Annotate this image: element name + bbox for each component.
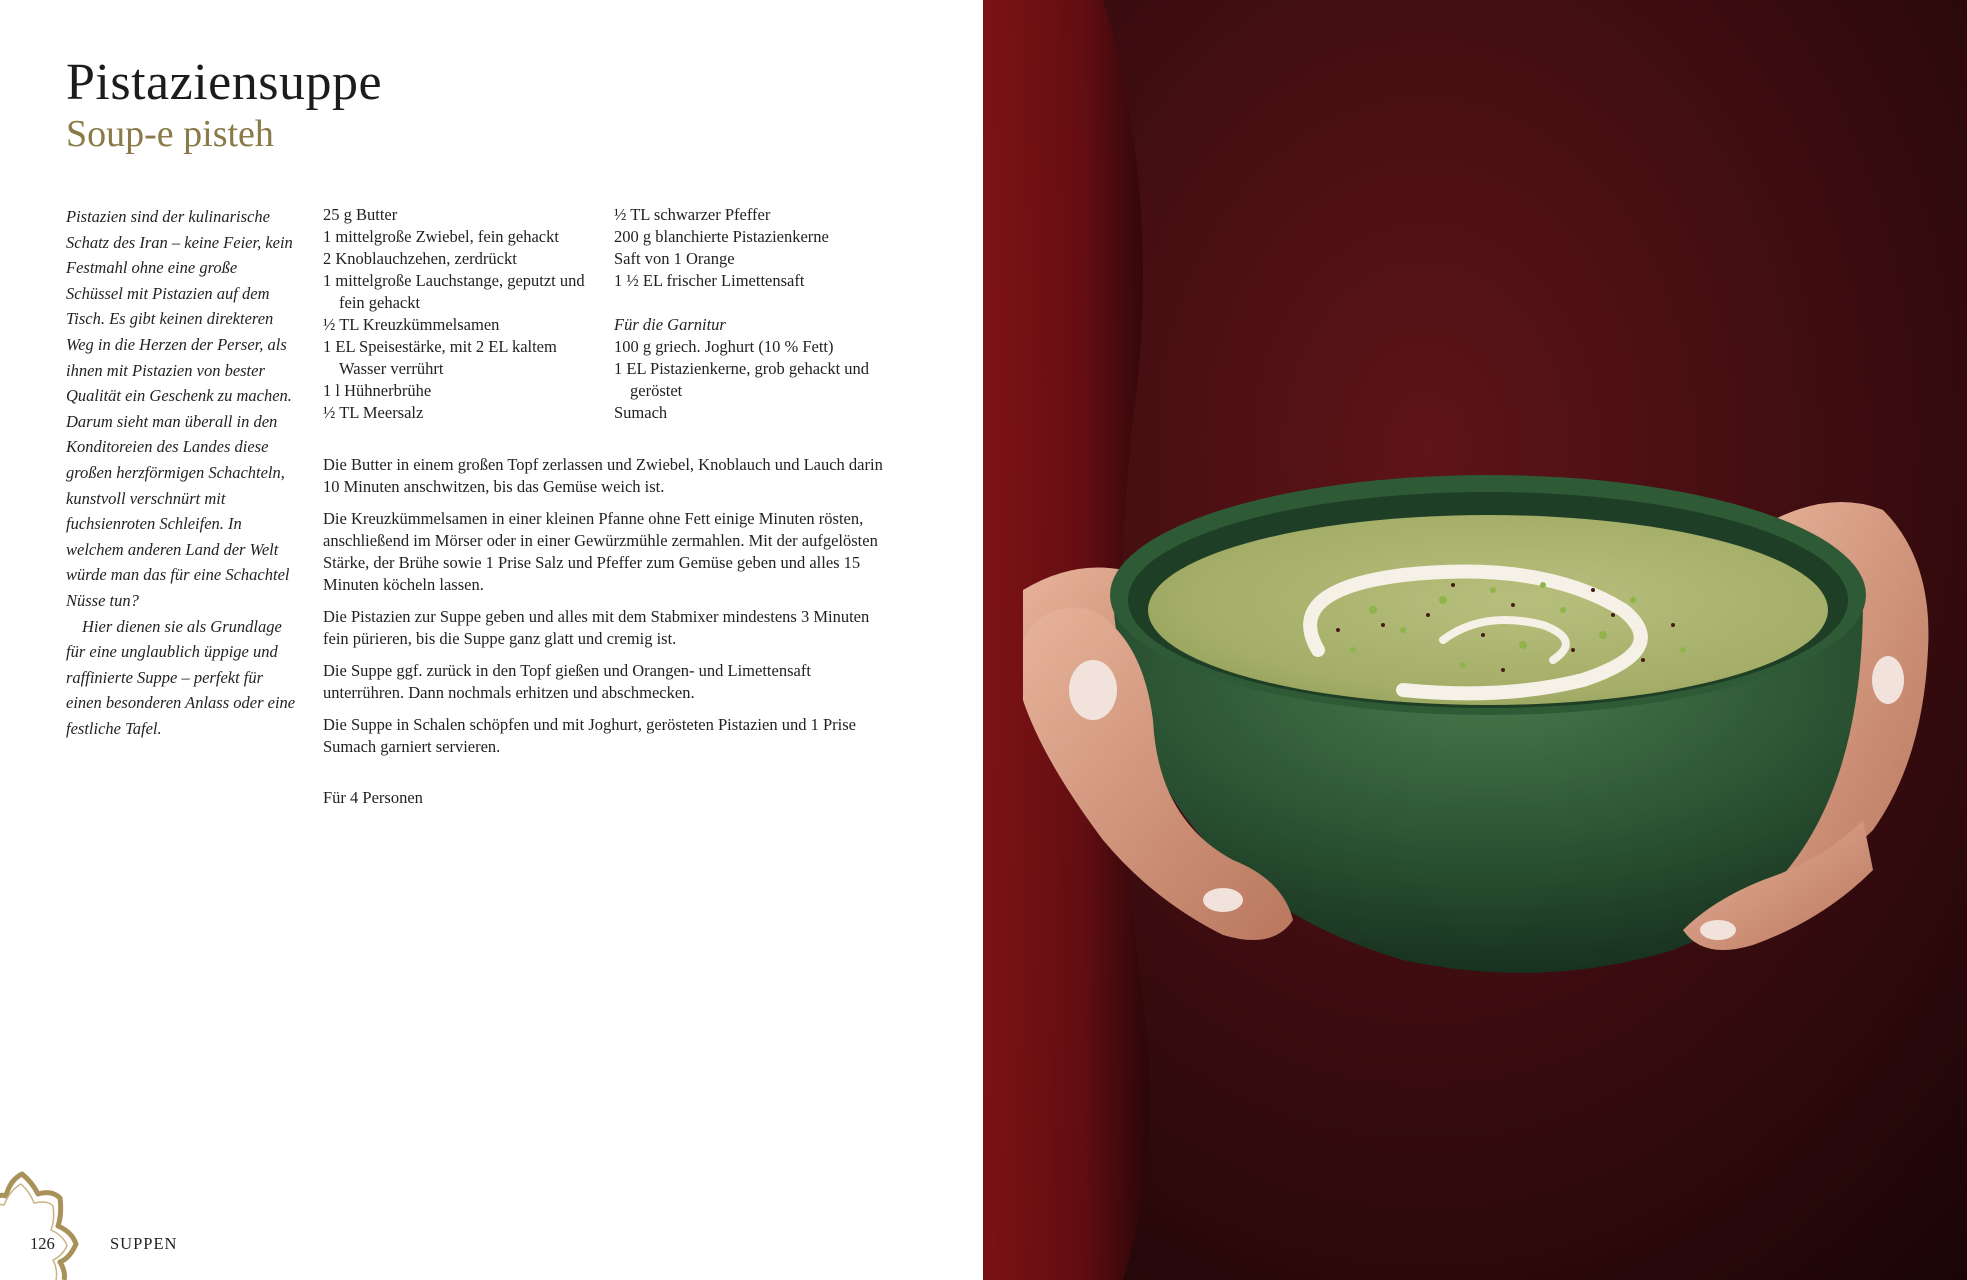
intro-paragraph: Pistazien sind der kulinarische Schatz des Iran – keine Feier, kein Festmahl ohne eine große Schüssel mit Pistazien auf dem Tisch. Es gibt keinen direkteren Weg in die Herzen der Perser, als ihnen mit Pistazien von bester Qualität ein Geschenk zu machen. Darum sieht man überall in den Konditoreien des Landes diese großen herzförmigen Schachteln, kunstvoll verschnürt mit fuchsienroten Schleifen. In welchem anderen Land der Welt würde man das für eine Schachtel Nüsse tun? <box>66 207 293 610</box>
garnish-ingredient: Sumach <box>614 403 668 422</box>
method-step: Die Kreuzkümmelsamen in einer kleinen Pfanne ohne Fett einige Minuten rösten, anschließend im Mörser oder in einer Gewürzmühle zermahlen. Mit der aufgelösten Stärke, der Brühe sowie 1 Prise Salz und Pfeffer zum Gemüse geben und alles 15 Minuten köcheln lassen. <box>323 509 878 594</box>
ingredient: 1 l Hühnerbrühe <box>323 381 432 400</box>
star-ornament-icon <box>0 1170 240 1280</box>
intro-text <box>66 204 296 741</box>
page-number: 126 <box>30 1234 55 1253</box>
ingredients-column-1 <box>323 204 603 424</box>
ingredient: 1 mittelgroße Lauchstange, geputzt und fein gehackt <box>323 271 585 312</box>
ingredients-column-2 <box>614 204 914 424</box>
ingredient: Saft von 1 Orange <box>614 249 735 268</box>
servings: Für 4 Personen <box>323 788 423 807</box>
soup-photo <box>983 0 1967 1280</box>
garnish-ingredient: 100 g griech. Joghurt (10 % Fett) <box>614 337 834 356</box>
ingredient: 200 g blanchierte Pistazienkerne <box>614 227 829 246</box>
intro-paragraph: Hier dienen sie als Grundlage für eine unglaublich üppige und raffinierte Suppe – perfekt für einen besonderen Anlass oder eine festliche Tafel. <box>66 616 296 738</box>
method-step: Die Suppe in Schalen schöpfen und mit Joghurt, gerösteten Pistazien und 1 Prise Sumach garniert servieren. <box>323 715 856 756</box>
ingredient: 1 ½ EL frischer Limettensaft <box>614 271 805 290</box>
soup-bowl-illustration <box>983 0 1967 1280</box>
ingredient: 25 g Butter <box>323 205 398 224</box>
ingredient: 1 mittelgroße Zwiebel, fein gehackt <box>323 227 559 246</box>
method-step: Die Butter in einem großen Topf zerlassen und Zwiebel, Knoblauch und Lauch darin 10 Minuten anschwitzen, bis das Gemüse weich ist. <box>323 455 883 496</box>
method-step: Die Pistazien zur Suppe geben und alles mit dem Stabmixer mindestens 3 Minuten fein pürieren, bis die Suppe ganz glatt und cremig ist. <box>323 607 870 648</box>
method-steps <box>323 454 883 768</box>
recipe-title: Pistaziensuppe <box>66 54 383 111</box>
recipe-subtitle: Soup-e pisteh <box>66 113 274 155</box>
ingredient: 1 EL Speisestärke, mit 2 EL kaltem Wasser verrührt <box>323 337 557 378</box>
ingredient: ½ TL Meersalz <box>323 403 424 422</box>
section-name: SUPPEN <box>110 1234 178 1253</box>
method-step: Die Suppe ggf. zurück in den Topf gießen und Orangen- und Limettensaft unterrühren. Dann nochmals erhitzen und abschmecken. <box>323 661 811 702</box>
ingredient: ½ TL Kreuzkümmelsamen <box>323 315 500 334</box>
left-page <box>0 0 983 1280</box>
garnish-heading: Für die Garnitur <box>614 315 726 334</box>
ingredient: ½ TL schwarzer Pfeffer <box>614 205 771 224</box>
garnish-ingredient: 1 EL Pistazienkerne, grob gehackt und geröstet <box>614 359 870 400</box>
ingredient: 2 Knoblauchzehen, zerdrückt <box>323 249 517 268</box>
